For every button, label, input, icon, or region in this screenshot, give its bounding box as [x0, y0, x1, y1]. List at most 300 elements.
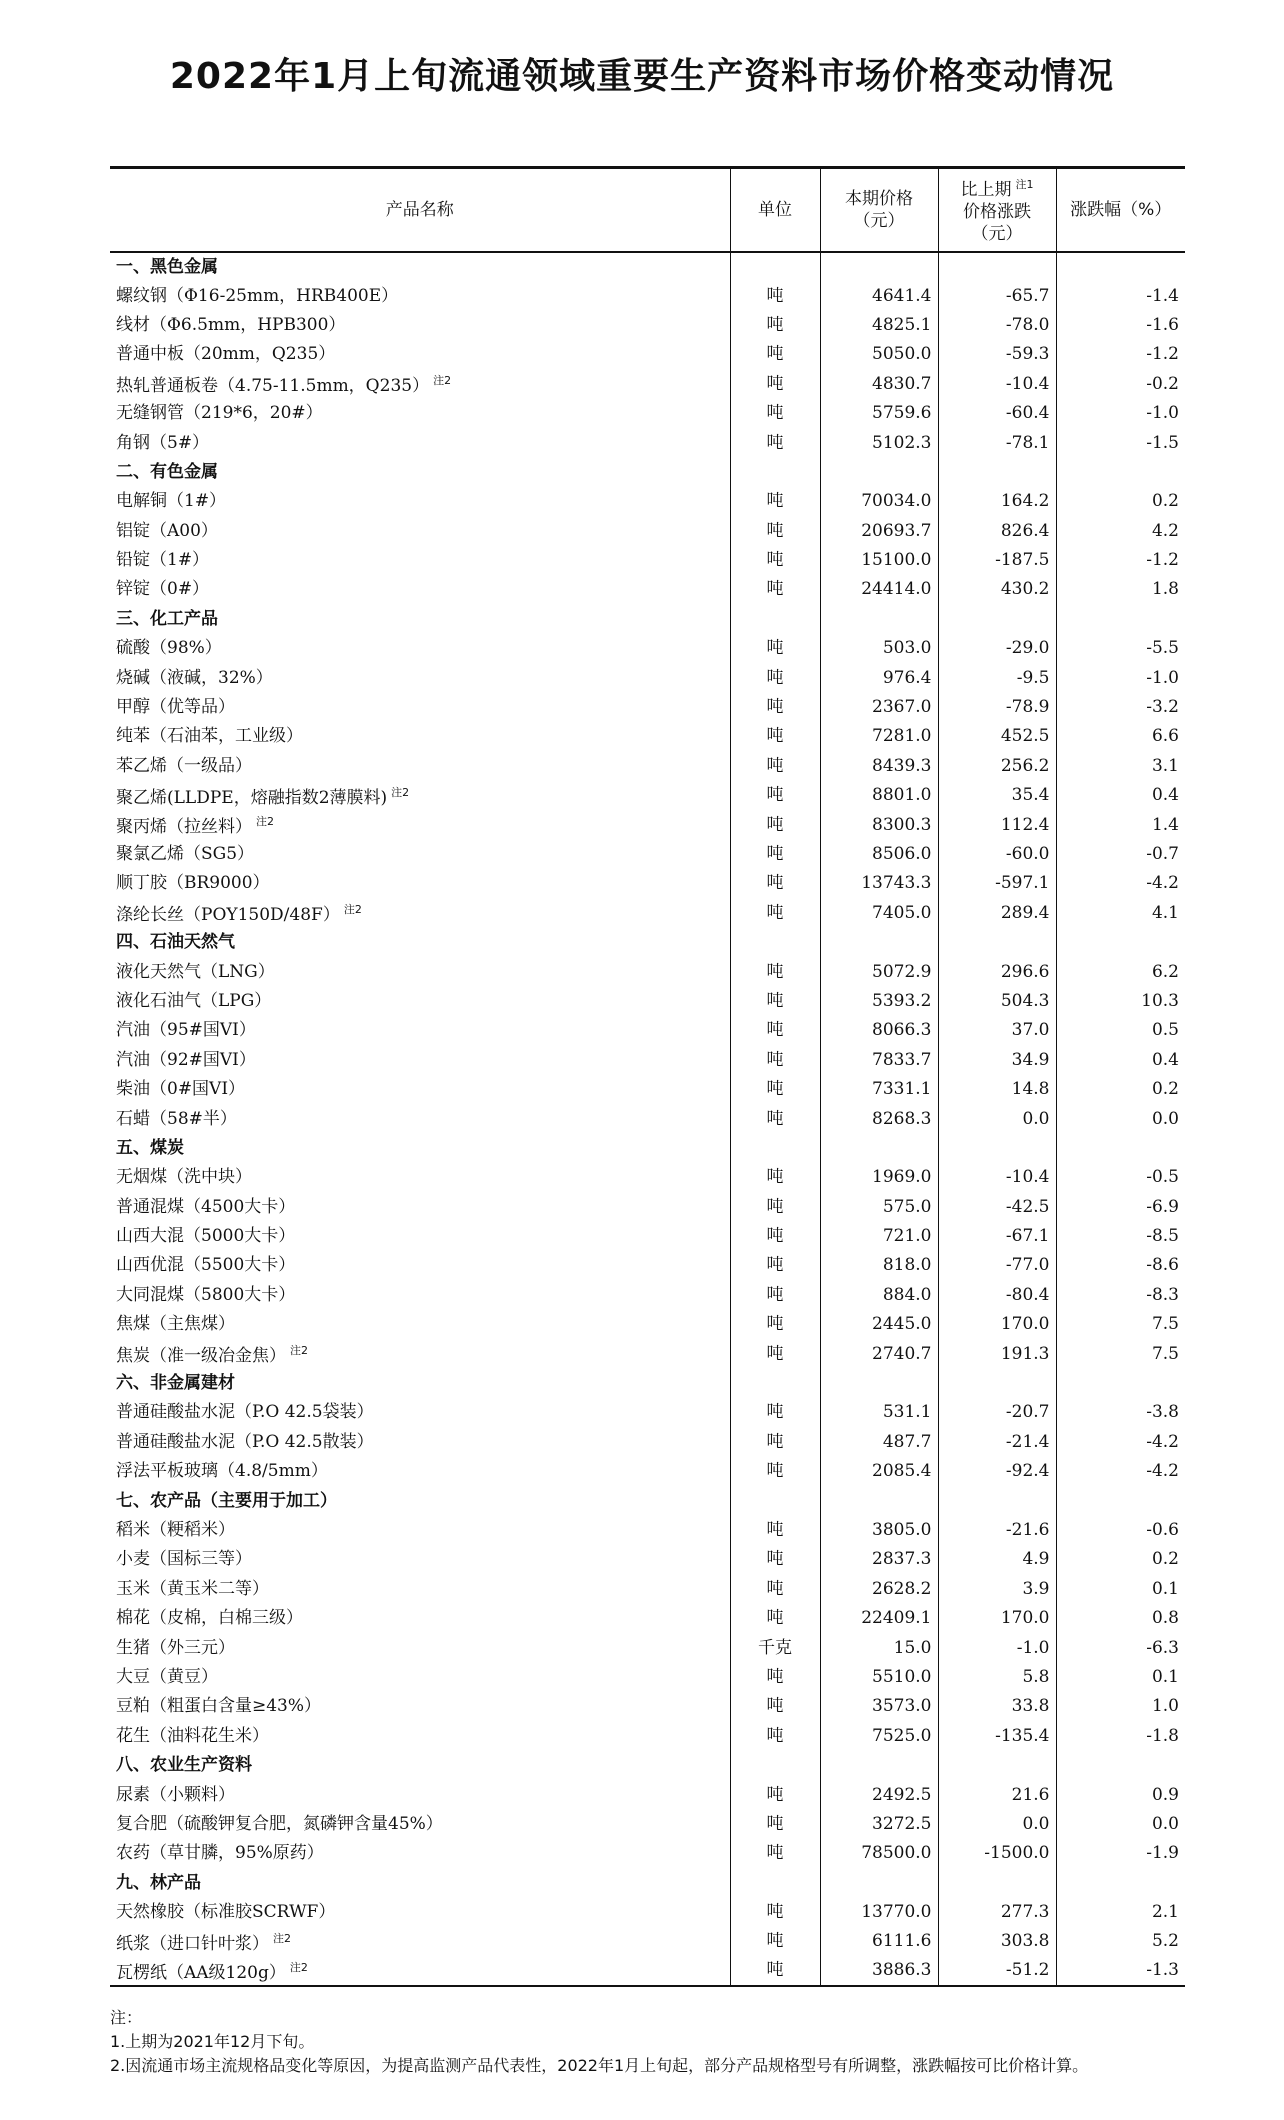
change-cell: 504.3	[938, 986, 1056, 1015]
table-header-row	[110, 168, 1185, 252]
category-row	[110, 252, 1185, 281]
change-cell: 14.8	[938, 1074, 1056, 1103]
product-name: 普通中板（20mm，Q235）	[116, 344, 336, 365]
pct-cell: -6.3	[1056, 1633, 1185, 1662]
notes	[110, 2006, 1185, 2078]
pct-cell: -1.3	[1056, 1956, 1185, 1985]
change-cell: -10.4	[938, 369, 1056, 398]
price-cell: 20693.7	[820, 516, 938, 545]
price-cell: 487.7	[820, 1427, 938, 1456]
change-cell: -78.9	[938, 692, 1056, 721]
header-change-note: 注1	[1015, 178, 1034, 192]
price-cell: 13743.3	[820, 869, 938, 898]
pct-cell: -4.2	[1056, 1457, 1185, 1486]
price-table	[110, 166, 1185, 1987]
product-name: 普通混煤（4500大卡）	[116, 1196, 296, 1217]
change-cell: -9.5	[938, 663, 1056, 692]
product-name: 液化天然气（LNG）	[116, 961, 275, 982]
change-cell: -21.6	[938, 1515, 1056, 1544]
pct-cell: -6.9	[1056, 1192, 1185, 1221]
note-2: 2.因流通市场主流规格品变化等原因，为提高监测产品代表性，2022年1月上旬起，部分产品规格型号有所调整，涨跌幅按可比价格计算。	[110, 2056, 1089, 2075]
pct-cell: 0.1	[1056, 1574, 1185, 1603]
table-row	[110, 986, 1185, 1015]
unit-cell: 吨	[730, 1163, 820, 1192]
product-name: 无缝钢管（219*6，20#）	[116, 403, 323, 424]
product-name-cell	[110, 1339, 730, 1368]
table-row	[110, 545, 1185, 574]
unit-cell: 吨	[730, 1310, 820, 1339]
unit-cell: 吨	[730, 1897, 820, 1926]
product-name-cell	[110, 839, 730, 868]
price-cell: 3886.3	[820, 1956, 938, 1985]
footnote-mark: 注2	[273, 1931, 291, 1945]
product-name-cell	[110, 369, 730, 398]
footnote-mark: 注2	[289, 1960, 308, 1974]
change-cell	[938, 604, 1056, 633]
category-row	[110, 1868, 1185, 1897]
unit-cell: 吨	[730, 1457, 820, 1486]
pct-cell: 0.2	[1056, 1545, 1185, 1574]
price-cell: 15100.0	[820, 545, 938, 574]
pct-cell: -1.5	[1056, 428, 1185, 457]
product-name: 豆粕（粗蛋白含量≥43%）	[116, 1696, 322, 1717]
price-cell: 2367.0	[820, 692, 938, 721]
change-cell	[938, 1486, 1056, 1515]
table-row	[110, 839, 1185, 868]
category-row	[110, 1750, 1185, 1779]
change-cell: -78.0	[938, 310, 1056, 339]
product-name-cell	[110, 310, 730, 339]
change-cell: -51.2	[938, 1956, 1056, 1985]
unit-cell: 吨	[730, 1603, 820, 1632]
table-row	[110, 281, 1185, 310]
unit-cell	[730, 1868, 820, 1897]
table-row	[110, 1809, 1185, 1838]
product-name: 农药（草甘膦，95%原药）	[116, 1843, 324, 1864]
pct-cell: 4.1	[1056, 898, 1185, 927]
unit-cell: 吨	[730, 839, 820, 868]
price-cell: 2837.3	[820, 1545, 938, 1574]
product-name: 尿素（小颗料）	[116, 1784, 235, 1805]
table-row	[110, 1398, 1185, 1427]
pct-cell: 1.0	[1056, 1692, 1185, 1721]
header-price	[820, 168, 938, 252]
pct-cell: -3.8	[1056, 1398, 1185, 1427]
pct-cell: 0.0	[1056, 1104, 1185, 1133]
product-name-cell	[110, 545, 730, 574]
unit-cell: 吨	[730, 1074, 820, 1103]
category-label: 六、非金属建材	[116, 1373, 235, 1394]
price-cell: 4830.7	[820, 369, 938, 398]
unit-cell: 吨	[730, 1839, 820, 1868]
change-cell: 430.2	[938, 575, 1056, 604]
pct-cell: -3.2	[1056, 692, 1185, 721]
table-row	[110, 634, 1185, 663]
product-name: 花生（油料花生米）	[116, 1725, 269, 1746]
unit-cell: 吨	[730, 1809, 820, 1838]
pct-cell: 7.5	[1056, 1310, 1185, 1339]
product-name: 聚氯乙烯（SG5）	[116, 844, 255, 864]
change-cell: -77.0	[938, 1251, 1056, 1280]
product-name: 小麦（国标三等）	[116, 1549, 252, 1570]
change-cell: 277.3	[938, 1897, 1056, 1926]
table-row	[110, 1104, 1185, 1133]
pct-cell: 0.0	[1056, 1809, 1185, 1838]
change-cell	[938, 1368, 1056, 1397]
category-row	[110, 1368, 1185, 1397]
change-cell: 37.0	[938, 1016, 1056, 1045]
table-row	[110, 1721, 1185, 1750]
change-cell: 35.4	[938, 781, 1056, 810]
product-name-cell	[110, 1515, 730, 1544]
unit-cell: 吨	[730, 1016, 820, 1045]
change-cell: -60.4	[938, 398, 1056, 427]
change-cell: 0.0	[938, 1809, 1056, 1838]
product-name-cell	[110, 575, 730, 604]
header-name: 产品名称	[110, 168, 730, 252]
product-name-cell	[110, 986, 730, 1015]
unit-cell: 吨	[730, 1721, 820, 1750]
product-name: 硫酸（98%）	[116, 638, 222, 659]
table-row	[110, 1457, 1185, 1486]
change-cell: -187.5	[938, 545, 1056, 574]
change-cell: 289.4	[938, 898, 1056, 927]
price-cell: 2492.5	[820, 1780, 938, 1809]
pct-cell: -8.5	[1056, 1221, 1185, 1250]
header-price-line1: 本期价格	[845, 188, 913, 209]
category-label: 七、农产品（主要用于加工）	[116, 1490, 337, 1511]
unit-cell: 吨	[730, 1927, 820, 1956]
product-name-cell	[110, 1074, 730, 1103]
table-row	[110, 428, 1185, 457]
product-name-cell	[110, 1927, 730, 1956]
change-cell: 5.8	[938, 1662, 1056, 1691]
pct-cell: -5.5	[1056, 634, 1185, 663]
change-cell: -67.1	[938, 1221, 1056, 1250]
product-name-cell	[110, 1603, 730, 1632]
change-cell: -20.7	[938, 1398, 1056, 1427]
unit-cell	[730, 1486, 820, 1515]
pct-cell: 10.3	[1056, 986, 1185, 1015]
change-cell: 452.5	[938, 722, 1056, 751]
unit-cell: 吨	[730, 1515, 820, 1544]
product-name: 聚丙烯（拉丝料）	[116, 817, 252, 838]
pct-cell	[1056, 927, 1185, 956]
unit-cell: 吨	[730, 722, 820, 751]
table-body	[110, 252, 1185, 1986]
table-row	[110, 1280, 1185, 1309]
product-name: 汽油（95#国VI）	[116, 1020, 256, 1041]
price-cell	[820, 1133, 938, 1162]
product-name: 玉米（黄玉米二等）	[116, 1578, 269, 1599]
change-cell	[938, 1133, 1056, 1162]
product-name-cell	[110, 1545, 730, 1574]
unit-cell: 吨	[730, 310, 820, 339]
price-cell: 13770.0	[820, 1897, 938, 1926]
change-cell: 256.2	[938, 751, 1056, 780]
header-change-line3: （元）	[971, 224, 1023, 245]
unit-cell: 吨	[730, 869, 820, 898]
price-cell: 7525.0	[820, 1721, 938, 1750]
change-cell: -92.4	[938, 1457, 1056, 1486]
pct-cell: -1.4	[1056, 281, 1185, 310]
price-cell: 22409.1	[820, 1603, 938, 1632]
table-row	[110, 898, 1185, 927]
unit-cell: 吨	[730, 1427, 820, 1456]
table-row	[110, 1633, 1185, 1662]
product-name-cell	[110, 1574, 730, 1603]
product-name-cell	[110, 869, 730, 898]
product-name-cell	[110, 751, 730, 780]
table-row	[110, 1927, 1185, 1956]
price-cell: 503.0	[820, 634, 938, 663]
table-row	[110, 1339, 1185, 1368]
header-pct: 涨跌幅（%）	[1056, 168, 1185, 252]
table-row	[110, 1839, 1185, 1868]
product-name: 普通硅酸盐水泥（P.O 42.5散装）	[116, 1431, 374, 1452]
product-name-cell	[110, 634, 730, 663]
pct-cell	[1056, 1133, 1185, 1162]
pct-cell: -1.0	[1056, 663, 1185, 692]
category-row	[110, 604, 1185, 633]
price-cell	[820, 1368, 938, 1397]
pct-cell: 4.2	[1056, 516, 1185, 545]
product-name: 电解铜（1#）	[116, 491, 227, 512]
change-cell: 112.4	[938, 810, 1056, 839]
price-cell	[820, 927, 938, 956]
pct-cell: -8.6	[1056, 1251, 1185, 1280]
product-name: 生猪（外三元）	[116, 1637, 235, 1658]
price-cell: 7331.1	[820, 1074, 938, 1103]
change-cell: -80.4	[938, 1280, 1056, 1309]
table-row	[110, 1662, 1185, 1691]
table-row	[110, 1515, 1185, 1544]
product-name-cell	[110, 1163, 730, 1192]
header-unit: 单位	[730, 168, 820, 252]
price-cell: 6111.6	[820, 1927, 938, 1956]
product-name: 汽油（92#国VI）	[116, 1049, 256, 1070]
price-cell	[820, 252, 938, 281]
price-cell: 5759.6	[820, 398, 938, 427]
product-name-cell	[110, 1310, 730, 1339]
table-row	[110, 1163, 1185, 1192]
pct-cell: 0.1	[1056, 1662, 1185, 1691]
product-name-cell	[110, 898, 730, 927]
product-name: 天然橡胶（标准胶SCRWF）	[116, 1902, 336, 1923]
category-label: 二、有色金属	[116, 461, 218, 482]
product-name: 山西大混（5000大卡）	[116, 1226, 296, 1247]
change-cell: -1.0	[938, 1633, 1056, 1662]
header-change-line1-text: 比上期	[960, 180, 1012, 201]
unit-cell: 吨	[730, 663, 820, 692]
unit-cell: 吨	[730, 1545, 820, 1574]
change-cell: 303.8	[938, 1927, 1056, 1956]
unit-cell: 吨	[730, 1574, 820, 1603]
table-row	[110, 1221, 1185, 1250]
change-cell	[938, 252, 1056, 281]
pct-cell: -1.2	[1056, 545, 1185, 574]
change-cell: 170.0	[938, 1310, 1056, 1339]
header-change	[938, 168, 1056, 252]
table-row	[110, 516, 1185, 545]
product-name: 复合肥（硫酸钾复合肥，氮磷钾含量45%）	[116, 1813, 443, 1834]
unit-cell	[730, 1368, 820, 1397]
product-name-cell	[110, 1780, 730, 1809]
product-name: 浮法平板玻璃（4.8/5mm）	[116, 1461, 328, 1482]
table-row	[110, 1074, 1185, 1103]
unit-cell: 吨	[730, 1104, 820, 1133]
product-name-cell	[110, 1956, 730, 1985]
pct-cell: -1.6	[1056, 310, 1185, 339]
product-name-cell	[110, 1280, 730, 1309]
pct-cell: -1.8	[1056, 1721, 1185, 1750]
price-cell	[820, 1750, 938, 1779]
price-cell: 4825.1	[820, 310, 938, 339]
product-name-cell	[110, 398, 730, 427]
price-cell: 5510.0	[820, 1662, 938, 1691]
product-name: 聚乙烯(LLDPE，熔融指数2薄膜料)	[116, 787, 388, 808]
unit-cell: 吨	[730, 1251, 820, 1280]
category-row	[110, 457, 1185, 486]
price-cell: 575.0	[820, 1192, 938, 1221]
pct-cell: 0.2	[1056, 1074, 1185, 1103]
change-cell: 34.9	[938, 1045, 1056, 1074]
change-cell: 296.6	[938, 957, 1056, 986]
change-cell: -60.0	[938, 839, 1056, 868]
pct-cell: 0.8	[1056, 1603, 1185, 1632]
pct-cell: 1.8	[1056, 575, 1185, 604]
pct-cell: 0.4	[1056, 781, 1185, 810]
product-name-cell	[110, 810, 730, 839]
price-cell: 531.1	[820, 1398, 938, 1427]
change-cell: 0.0	[938, 1104, 1056, 1133]
product-name-cell	[110, 1104, 730, 1133]
price-cell: 5050.0	[820, 340, 938, 369]
price-cell: 7281.0	[820, 722, 938, 751]
product-name-cell	[110, 1692, 730, 1721]
pct-cell: 7.5	[1056, 1339, 1185, 1368]
pct-cell: 6.2	[1056, 957, 1185, 986]
pct-cell: 0.2	[1056, 487, 1185, 516]
change-cell: 3.9	[938, 1574, 1056, 1603]
pct-cell: -1.2	[1056, 340, 1185, 369]
price-cell: 8439.3	[820, 751, 938, 780]
table-row	[110, 869, 1185, 898]
product-name-cell	[110, 281, 730, 310]
product-name: 稻米（粳稻米）	[116, 1519, 235, 1540]
change-cell: -10.4	[938, 1163, 1056, 1192]
product-name: 铝锭（A00）	[116, 520, 218, 541]
pct-cell: 0.5	[1056, 1016, 1185, 1045]
pct-cell	[1056, 1868, 1185, 1897]
table-row	[110, 722, 1185, 751]
unit-cell	[730, 1750, 820, 1779]
product-name: 液化石油气（LPG）	[116, 990, 272, 1011]
unit-cell: 吨	[730, 1662, 820, 1691]
pct-cell: -0.5	[1056, 1163, 1185, 1192]
change-cell: -597.1	[938, 869, 1056, 898]
unit-cell: 吨	[730, 398, 820, 427]
product-name: 大同混煤（5800大卡）	[116, 1284, 296, 1305]
table-row	[110, 1251, 1185, 1280]
change-cell: -1500.0	[938, 1839, 1056, 1868]
product-name-cell	[110, 1398, 730, 1427]
table-row	[110, 663, 1185, 692]
pct-cell: -0.7	[1056, 839, 1185, 868]
table-row	[110, 1956, 1185, 1985]
pct-cell: 0.4	[1056, 1045, 1185, 1074]
table-row	[110, 1192, 1185, 1221]
unit-cell: 吨	[730, 1780, 820, 1809]
price-cell: 884.0	[820, 1280, 938, 1309]
product-name: 无烟煤（洗中块）	[116, 1167, 252, 1188]
change-cell: -78.1	[938, 428, 1056, 457]
price-cell: 8066.3	[820, 1016, 938, 1045]
change-cell	[938, 927, 1056, 956]
product-name-cell	[110, 957, 730, 986]
product-name-cell	[110, 1192, 730, 1221]
unit-cell: 吨	[730, 751, 820, 780]
unit-cell: 吨	[730, 1221, 820, 1250]
unit-cell: 吨	[730, 516, 820, 545]
header-change-line2: 价格涨跌	[963, 202, 1031, 223]
price-cell: 3272.5	[820, 1809, 938, 1838]
pct-cell	[1056, 252, 1185, 281]
unit-cell: 吨	[730, 1045, 820, 1074]
product-name-cell	[110, 1721, 730, 1750]
pct-cell: -1.9	[1056, 1839, 1185, 1868]
product-name: 普通硅酸盐水泥（P.O 42.5袋装）	[116, 1402, 374, 1423]
unit-cell: 吨	[730, 1692, 820, 1721]
product-name: 瓦楞纸（AA级120g）	[116, 1962, 286, 1983]
product-name-cell	[110, 516, 730, 545]
product-name: 甲醇（优等品）	[116, 697, 235, 718]
unit-cell: 吨	[730, 281, 820, 310]
price-cell: 721.0	[820, 1221, 938, 1250]
unit-cell: 吨	[730, 545, 820, 574]
product-name: 苯乙烯（一级品）	[116, 755, 252, 776]
change-cell: 826.4	[938, 516, 1056, 545]
table-row	[110, 487, 1185, 516]
price-cell: 24414.0	[820, 575, 938, 604]
product-name: 大豆（黄豆）	[116, 1666, 218, 1687]
price-cell: 8801.0	[820, 781, 938, 810]
unit-cell: 吨	[730, 634, 820, 663]
pct-cell	[1056, 1368, 1185, 1397]
price-cell: 78500.0	[820, 1839, 938, 1868]
change-cell: -135.4	[938, 1721, 1056, 1750]
change-cell: 170.0	[938, 1603, 1056, 1632]
header-price-line2: （元）	[853, 210, 905, 231]
unit-cell: 吨	[730, 487, 820, 516]
category-label: 一、黑色金属	[116, 256, 218, 277]
product-name-cell	[110, 1016, 730, 1045]
price-cell: 2085.4	[820, 1457, 938, 1486]
price-cell: 2445.0	[820, 1310, 938, 1339]
category-label: 四、石油天然气	[116, 932, 235, 953]
table-row	[110, 1603, 1185, 1632]
table-row	[110, 369, 1185, 398]
price-cell: 818.0	[820, 1251, 938, 1280]
change-cell: -59.3	[938, 340, 1056, 369]
unit-cell: 吨	[730, 781, 820, 810]
category-row	[110, 1486, 1185, 1515]
product-name-cell	[110, 428, 730, 457]
pct-cell: 3.1	[1056, 751, 1185, 780]
price-cell: 976.4	[820, 663, 938, 692]
price-cell: 2740.7	[820, 1339, 938, 1368]
table-row	[110, 1574, 1185, 1603]
